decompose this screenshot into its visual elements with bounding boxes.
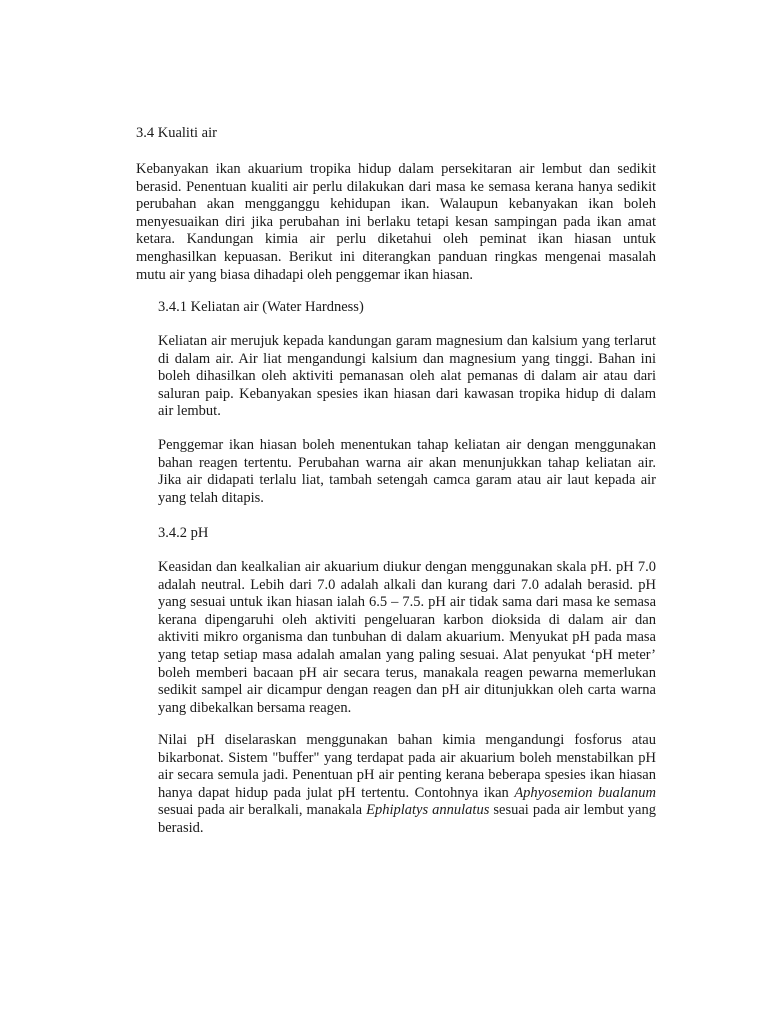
species-name-aphyosemion: Aphyosemion bualanum	[514, 784, 656, 801]
ph-paragraph-2-text-c: sesuai pada air lembut yang berasid.	[158, 802, 656, 836]
species-name-ephiplatys: Ephiplatys annulatus	[366, 802, 490, 819]
hardness-paragraph-1: Keliatan air merujuk kepada kandungan garam magnesium dan kalsium yang terlarut di dalam air. Air liat mengandungi kalsium dan magnesium yang tinggi. Bahan ini boleh dihasilkan oleh aktiviti pemanasan oleh alat pemanas di dalam air atau dari saluran paip. Kebanyakan spesies ikan hiasan dari kawasan tropika hidup di dalam air lembut.	[158, 333, 656, 420]
ph-paragraph-2-text-a: Nilai pH diselaraskan menggunakan bahan kimia mengandungi fosforus atau bikarbonat. Sistem "buffer" yang terdapat pada air akuarium boleh menstabilkan pH air secara semula jadi. Penentuan pH air penting kerana beberapa spesies ikan hiasan hanya dapat hidup pada julat pH tertentu. Contohnya ikan	[158, 732, 656, 801]
ph-paragraph-2-text-b: sesuai pada air beralkali, manakala	[158, 802, 367, 819]
subsection-title-ph: 3.4.2 pH	[158, 525, 209, 541]
ph-paragraph-2	[158, 732, 656, 838]
ph-paragraph-1: Keasidan dan kealkalian air akuarium diukur dengan menggunakan skala pH. pH 7.0 adalah neutral. Lebih dari 7.0 adalah alkali dan kurang dari 7.0 adalah berasid. pH yang sesuai untuk ikan hiasan ialah 6.5 – 7.5. pH air tidak sama dari masa ke semasa kerana dipengaruhi oleh aktiviti pengeluaran karbon dioksida di dalam air dan aktiviti mikro organisma dan tunbuhan di dalam akuarium. Menyukat pH pada masa yang tetap setiap masa adalah amalan yang paling sesuai. Alat penyukat ‘pH meter’ boleh memberi bacaan pH air secara terus, manakala reagen pewarna memerlukan sedikit sampel air dicampur dengan reagen dan pH air ditunjukkan oleh carta warna yang dibekalkan bersama reagen.	[158, 559, 656, 716]
subsection-title-hardness: 3.4.1 Keliatan air (Water Hardness)	[158, 299, 364, 315]
intro-paragraph: Kebanyakan ikan akuarium tropika hidup dalam persekitaran air lembut dan sedikit berasid. Penentuan kualiti air perlu dilakukan dari masa ke semasa kerana hanya sedikit perubahan akan mengganggu kehidupan ikan. Walaupun kebanyakan ikan boleh menyesuaikan diri jika perubahan ini berlaku tetapi kesan sampingan pada ikan amat ketara. Kandungan kimia air perlu diketahui oleh peminat ikan hiasan untuk menghasilkan kepuasan. Berikut ini diterangkan panduan ringkas mengenai masalah mutu air yang biasa dihadapi oleh penggemar ikan hiasan.	[136, 161, 656, 283]
section-title: 3.4 Kualiti air	[136, 125, 217, 141]
hardness-paragraph-2: Penggemar ikan hiasan boleh menentukan tahap keliatan air dengan menggunakan bahan reagen tertentu. Perubahan warna air akan menunjukkan tahap keliatan air. Jika air didapati terlalu liat, tambah setengah camca garam atau air laut kepada air yang telah ditapis.	[158, 437, 656, 506]
